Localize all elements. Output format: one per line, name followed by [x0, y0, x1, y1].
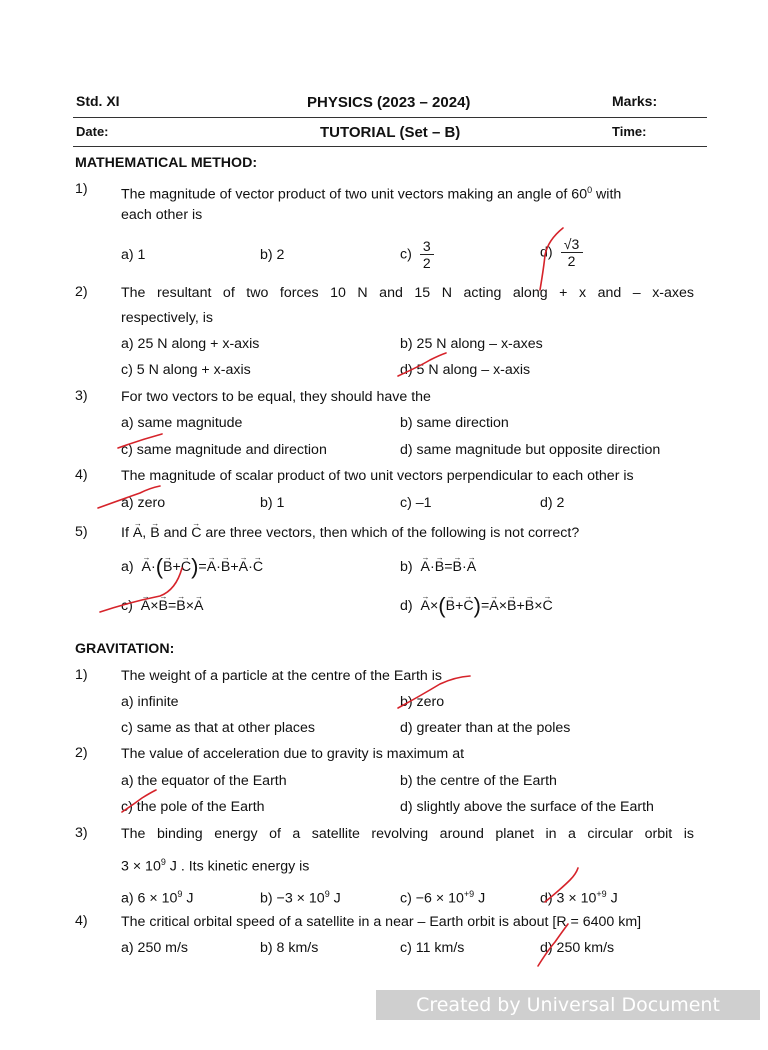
option-b: b) 2 — [260, 247, 285, 263]
option-b: b) the centre of the Earth — [400, 773, 557, 789]
option-d: d) greater than at the poles — [400, 720, 571, 736]
question-number: 3) — [75, 388, 88, 404]
watermark-banner: Created by Universal Document Converter — [376, 990, 760, 1020]
option-a: a) $6 \times 10^9$ J — [121, 889, 194, 907]
question-text: The magnitude of scalar product of two unit vectors perpendicular to each other is — [121, 468, 634, 484]
question-number: 3) — [75, 825, 88, 841]
option-a: a) 250 m/s — [121, 940, 189, 956]
option-d: d) 5 N along – x-axis — [400, 362, 531, 378]
question-number: 4) — [75, 467, 88, 483]
subject-title: PHYSICS (2023 – 2024) — [307, 94, 471, 111]
option-c: $c) -6 \times 10^{+9}$ J — [400, 889, 486, 907]
question-text: The critical orbital speed of a satellite in a near – Earth orbit is about [R = 6400 km] — [121, 914, 642, 930]
option-d: d) $3 \times 10^{+9}$ J — [540, 889, 618, 907]
question-text: The weight of a particle at the centre of the Earth is — [121, 668, 442, 684]
question-text: The resultant of two forces 10 N and 15 N acting along + x and – x-axes — [121, 285, 694, 301]
option-a: a) → A·(→ B+→ C)=→ A·→ B+→ A·→ C — [121, 558, 263, 576]
option-b: b) → A·→ B=→ B·→ A — [400, 558, 476, 576]
question-text: If → A, → B and → C are three vectors, then which of the following is not correct? — [121, 524, 579, 542]
header-rule-top — [73, 117, 707, 118]
option-d: d) 250 km/s — [540, 940, 615, 956]
question-text-cont: $3 \times 10^9$ J . Its kinetic energy is — [121, 857, 310, 875]
marks-label: Marks: — [612, 93, 658, 109]
section-heading-math: MATHEMATICAL METHOD: — [75, 155, 258, 171]
option-c: c) same as that at other places — [121, 720, 315, 736]
time-label: Time: — [612, 124, 647, 139]
question-text-cont: respectively, is — [121, 310, 213, 326]
option-c: c) the pole of the Earth — [121, 799, 265, 815]
option-c: c) → A×→ B=→ B×→ A — [121, 597, 203, 615]
question-number: 1) — [75, 667, 88, 683]
question-text: The value of acceleration due to gravity is maximum at — [121, 746, 465, 762]
option-b: b) zero — [400, 694, 445, 710]
question-number: 2) — [75, 284, 88, 300]
header-rule-bottom — [73, 146, 707, 147]
option-a: a) zero — [121, 495, 166, 511]
option-d: d) $\frac{√3}{2}$ — [540, 236, 583, 269]
option-b: b) 25 N along – x-axes — [400, 336, 543, 352]
question-text-cont: each other is — [121, 207, 203, 223]
option-b: $b) -3 \times 10^9$ J — [260, 889, 341, 907]
option-b: b) same direction — [400, 415, 509, 431]
option-a: a) infinite — [121, 694, 179, 710]
option-d: d) 2 — [540, 495, 565, 511]
option-d: d) → A×(→ B+→ C)=→ A×→ B+→ B×→ C — [400, 597, 553, 615]
std-label: Std. XI — [76, 93, 120, 109]
option-c: c) same magnitude and direction — [121, 442, 327, 458]
question-number: 1) — [75, 181, 88, 197]
question-number: 4) — [75, 913, 88, 929]
option-c: c) $\frac{3}{2}$ — [400, 238, 434, 271]
question-text: The binding energy of a satellite revolving around planet in a circular orbit is — [121, 826, 694, 842]
option-c: c) 5 N along + x-axis — [121, 362, 251, 378]
option-d: d) same magnitude but opposite direction — [400, 442, 661, 458]
option-c: c) –1 — [400, 495, 432, 511]
tutorial-title: TUTORIAL (Set – B) — [320, 124, 461, 141]
section-heading-gravitation: GRAVITATION: — [75, 641, 175, 657]
question-text: The magnitude of vector product of two unit vectors making an angle of $60^0$ with — [121, 185, 622, 203]
option-d: d) slightly above the surface of the Earth — [400, 799, 654, 815]
question-number: 2) — [75, 745, 88, 761]
option-a: a) the equator of the Earth — [121, 773, 287, 789]
question-text: For two vectors to be equal, they should have the — [121, 389, 431, 405]
option-a: a) same magnitude — [121, 415, 243, 431]
date-label: Date: — [76, 124, 109, 139]
question-number: 5) — [75, 524, 88, 540]
option-c: c) 11 km/s — [400, 940, 465, 956]
option-a: a) 25 N along + x-axis — [121, 336, 260, 352]
option-b: b) 1 — [260, 495, 285, 511]
option-a: a) 1 — [121, 247, 146, 263]
option-b: b) 8 km/s — [260, 940, 319, 956]
